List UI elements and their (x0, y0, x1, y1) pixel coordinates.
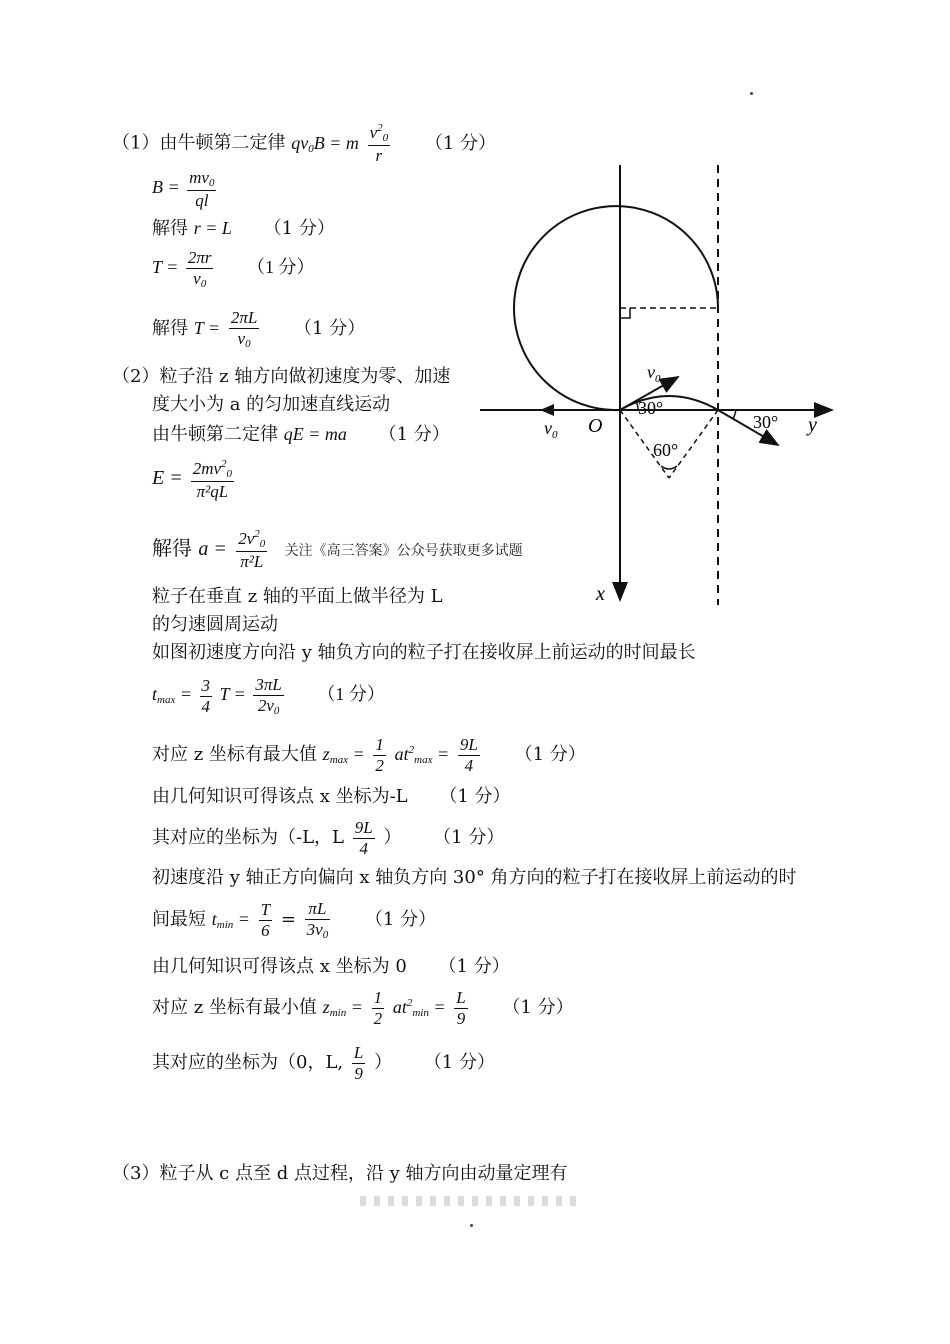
part1-law-fraction: $\frac{v^2_0}{r}$ (369, 122, 389, 165)
part2-zmax-line: 对应 z 坐标有最大值 $z_{max}$ = $\frac{1}{2}$ $at^2_{max}$ = $\frac{9L}{4}$ （1 分） (152, 735, 586, 775)
part2-longest-line: 如图初速度方向沿 y 轴负方向的粒子打在接收屏上前运动的时间最长 (152, 642, 696, 663)
part2-newton-line: 由牛顿第二定律 qE = ma （1 分） (152, 424, 450, 445)
part2-tmin-line: 间最短 $t_{min}$ = $\frac{T}{6}$ = $\frac{\pi L}{3v_0}$ （1 分） (152, 899, 437, 941)
corner-dot (750, 92, 753, 95)
part2-circle-line1: 粒子在垂直 z 轴的平面上做半径为 L (152, 586, 443, 607)
part2-circle-line2: 的匀速圆周运动 (152, 614, 278, 635)
page-dot (470, 1224, 473, 1227)
points-label: （1 分） (424, 132, 497, 154)
angle-30-arc-screen (733, 410, 736, 419)
part1-b-formula: B = $\frac{mv_0}{ql}$ (152, 168, 215, 210)
part2-a-formula: 解得 a = $\frac{2v^2_0}{\text{π²L}}$ 关注《高三答案》公众号获取更多试题 (152, 528, 523, 571)
part1-law-line (112, 122, 496, 165)
v0-left-label: $v_0$ (544, 418, 558, 441)
angle-60-arc (661, 466, 677, 469)
part1-t-formula: T = $\frac{2\pi r}{v_0}$ （1 分） (152, 248, 315, 290)
part2-coord2-line: 其对应的坐标为（0，L, $\frac{L}{9}$ ） （1 分） (152, 1043, 495, 1083)
trajectory-diagram (470, 160, 840, 620)
part2-xcoord2-line: 由几何知识可得该点 x 坐标为 0 （1 分） (152, 956, 510, 977)
part2-zmin-line: 对应 z 坐标有最小值 $z_{min}$ = $\frac{1}{2}$ $at^2_{min}$ = $\frac{L}{9}$ （1 分） (152, 988, 574, 1028)
part2-e-formula: E = $\frac{2mv^2_0}{\text{π²qL}}$ (152, 458, 233, 501)
part2-line1: （2）粒子沿 z 轴方向做初速度为零、加速 (112, 366, 451, 387)
y-axis-label: y (808, 414, 817, 436)
circular-trajectory (514, 206, 718, 410)
x-axis-label: x (596, 583, 605, 605)
v0-left-arrowhead (540, 404, 554, 416)
part1-intro: （1）由牛顿第二定律 (112, 132, 286, 154)
v0-top-label: $v_0$ (647, 362, 661, 385)
part2-xcoord1-line: 由几何知识可得该点 x 坐标为-L （1 分） (152, 786, 511, 807)
right-angle-mark (620, 308, 630, 318)
part2-coord1-line: 其对应的坐标为（-L，L $\frac{9L}{4}$ ） （1 分） (152, 818, 505, 858)
part1-law-lhs: $qv_0B = m$ (291, 132, 359, 155)
part3-line1: （3）粒子从 c 点至 d 点过程，沿 y 轴方向由动量定理有 (112, 1163, 568, 1184)
part2-line2: 度大小为 a 的匀加速直线运动 (152, 394, 391, 415)
angle-30-label-screen: 30° (753, 412, 779, 432)
faded-footer-text (360, 1196, 580, 1206)
angle-60-label: 60° (653, 440, 679, 460)
part2-tmax-formula: $t_{max}$ = $\frac{3}{4}$ T = $\frac{3\pi L}{2v_0}$ （1 分） (152, 675, 385, 717)
angle-30-label-origin: 30° (638, 398, 664, 418)
origin-label: O (588, 415, 603, 437)
short-arc-trajectory (620, 396, 718, 410)
part1-r-line: 解得 r = L （1 分） (152, 218, 335, 239)
part1-t-result: 解得 T = $\frac{2\pi L}{v_0}$ （1 分） (152, 308, 366, 350)
part2-shortest-line1: 初速度沿 y 轴正方向偏向 x 轴负方向 30° 角方向的粒子打在接收屏上前运动的时 (152, 867, 797, 888)
watermark-text: 关注《高三答案》公众号获取更多试题 (284, 543, 523, 560)
